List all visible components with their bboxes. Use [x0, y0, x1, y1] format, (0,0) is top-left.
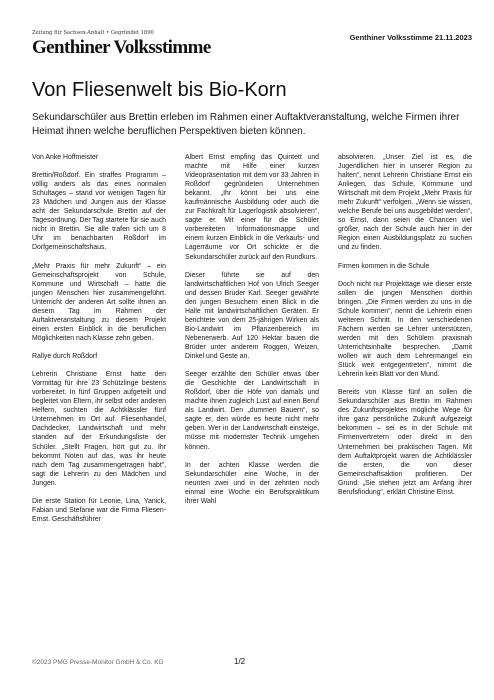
- column-2: [185, 153, 319, 653]
- paragraph: Brettin/Roßdorf. Ein straffes Programm – völlig anders als das eines normalen Schultages – stand vor wenigen Tagen für 23 Mädchen und Jungen aus der Klasse acht der Sekundarschule Brettin auf der Tagesordnung. Der Tag startete für sie auch nicht in Brettin. Sie alle trafen sich um 8 Uhr im benachbarten Roßdorf im Dorfgemeinschaftshaus.: [32, 172, 166, 252]
- paragraph: Doch nicht nur Projekttage wie dieser erste sollen die jungen Menschen dorthin bringen. „Die Firmen werden zu uns in die Schule kommen“, nennt die Lehrerin einen weiteren Schritt. In den verschiedenen Fächern werden sie Lehrer unterstützen, werden mit den Schülern praxisnah Unterrichtsinhalte besprechen. „Damit wollen wir auch dem Lehrermangel ein Stück weit entgegentreten“, nimmt die Lehrerin kein Blatt vor den Mund.: [338, 280, 472, 379]
- paragraph: „Mehr Praxis für mehr Zukunft“ – ein Gemeinschaftsprojekt von Schule, Kommune und Wirtschaft – hatte die jungen Menschen hier zusammengeführt. Unterricht der anderen Art sollte ihnen an diesem Tag im Rahmen der Auftaktveranstaltung zu diesem Projekt einen ersten Einblick in die beruflichen Möglichkeiten nach Klasse zehn geben.: [32, 262, 166, 342]
- paragraph: Bereits von Klasse fünf an sollen die Sekundarschüler aus Brettin im Rahmen des Zukunftsprojektes mögliche Wege für ihre ganz persönliche Zukunft aufgezeigt bekommen – sei es in der Schule mit Firmenvertretern oder direkt in den Unternehmen bei praktischen Tagen. Mit dem Auftaktprojekt waren die Achtklässler die ersten, die von dieser Gemeinschaftsaktion profitieren. Der Grund: „Sie stehen jetzt am Anfang ihrer Berufsfindung“, erklärt Christine Ernst.: [338, 389, 472, 496]
- author-byline: Von Anke Hoffmeister: [32, 154, 99, 161]
- page-number: 1/2: [234, 657, 246, 666]
- article-body: [32, 153, 472, 653]
- paragraph: Albert Ernst empfing das Quintett und machte mit Hilfe einer kurzen Videopräsentation mit dem vor 33 Jahren in Roßdorf gegründeten Unternehmen bekannt. „Ihr könnt bei uns eine kaufmännische Ausbildung oder auch die zur Fachkraft für Lagerlogistik absolvieren“, sagte er. Mit einer für die Schüler vorbereiteten Informationsmappe und einem kurzen Einblick in die Verkaufs- und Lagerräume vor Ort schickte er die Sekundarschüler zurück auf den Rundkurs.: [185, 154, 319, 261]
- publication-date: Genthiner Volksstimme 21.11.2023: [349, 33, 472, 42]
- paragraph: Dieser führte sie auf den landwirtschaftlichen Hof von Ulrich Seeger und dessen Bruder Karl. Seeger gewährte den jungen Besuchern einen Blick in die Halle mit landwirtschaftlichen Geräten. Er berichtete von dem 25-jährigen Wirken als Bio-Landwirt im Pflanzenbereich im Nebenerwerb. Auf 120 Hektar bauen die Brüder unter anderem Roggen, Weizen, Dinkel und Geste an.: [185, 271, 319, 361]
- column-1: [32, 153, 166, 653]
- paragraph: Lehrerin Christiane Ernst hatte den Vormittag für ihre 23 Schützlinge bestens vorbereitet. In fünf Gruppen aufgeteilt und begleitet von Eltern, ihr selbst oder anderen Helfern, suchten die Achtklässler fünf Unternehmen im Ort auf. Fliesenhandel, Dachdecker, Landwirtschaft und mehr standen auf der Erkundungsliste der Schüler. „Stellt Fragen, hört gut zu. Ihr bekommt Noten auf das, was ihr heute nach dem Tag zusammengetragen habt“, sagt die Lehrerin zu den Mädchen und Jungen.: [32, 371, 166, 487]
- column-3: [338, 153, 472, 653]
- subheading: Firmen kommen in die Schule: [338, 262, 430, 270]
- article-lead: Sekundarschüler aus Brettin erleben im Rahmen einer Auftaktveranstaltung, welche Firmen ihrer Heimat ihnen welche beruflichen Perspektiven bieten können.: [32, 112, 460, 137]
- paragraph: In der achten Klasse werden die Sekundarschüler eine Woche, in der neunten zwei und in der zehnten noch einmal eine Woche ein Berufspraktikum ihrer Wahl: [185, 461, 319, 505]
- masthead-tagline: Zeitung für Sachsen-Anhalt • Gegründet 1890: [32, 30, 154, 36]
- paragraph: Die erste Station für Leonie, Lina, Yanick, Fabian und Stefanie war die Firma Fliesen-Ernst. Geschäftsführer: [32, 497, 166, 523]
- paragraph: absolvieren. „Unser Ziel ist es, die Jugendlichen hier in unserer Region zu halten“, nennt Lehrerin Christiane Ernst ein Anliegen, das Schule, Kommune und Wirtschaft mit dem Projekt „Mehr Praxis für mehr Zukunft“ verfolgen. „Wenn sie wissen, welche Berufe bei uns ausgebildet werden“, so Ernst, dann seien die Chancen viel größer, nach der Schule auch hier in der Region einen Ausbildungsplatz zu suchen und zu finden.: [338, 154, 472, 252]
- masthead-title: Genthiner Volksstimme: [32, 37, 211, 58]
- footer-copyright: ©2023 PMG Presse-Monitor GmbH & Co. KG: [32, 659, 164, 666]
- paragraph: Seeger erzählte den Schüler etwas über die Geschichte der Landwirtschaft in Roßdorf, über die Höfe von damals und machte ihnen zugleich Lust auf einen Beruf als Landwirt. Den „dummen Bauern“, so sagte er, den würde es heute nicht mehr geben. Wer in der Landwirtschaft einsteige, müsse mit modernster Technik umgehen können.: [185, 371, 319, 451]
- article-headline: Von Fliesenwelt bis Bio-Korn: [32, 79, 287, 101]
- subheading: Rallye durch Roßdorf: [32, 353, 98, 361]
